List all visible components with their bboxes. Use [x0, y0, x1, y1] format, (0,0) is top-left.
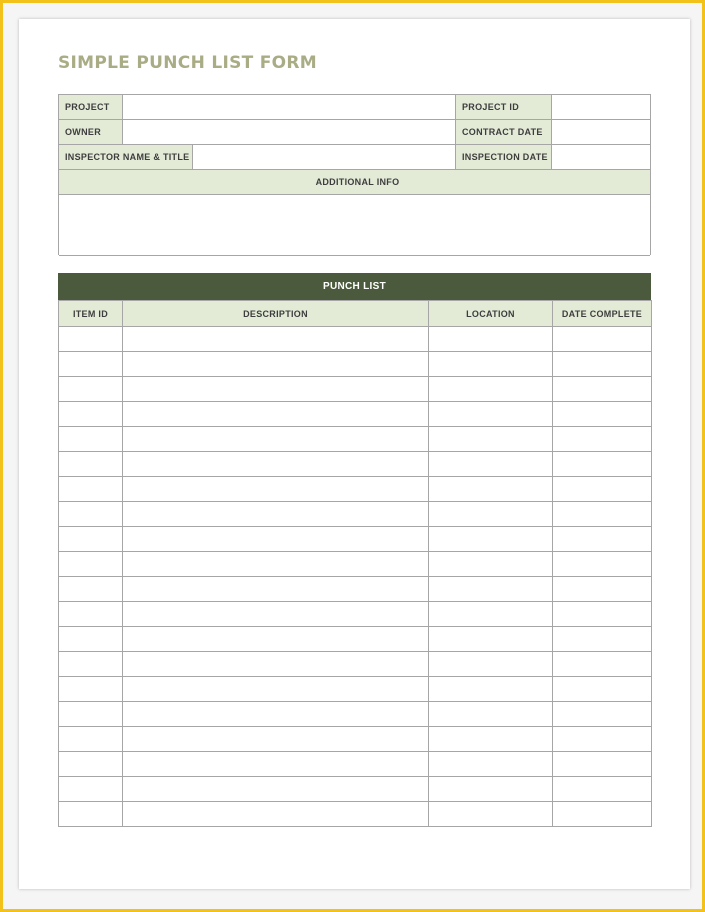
location-cell[interactable] — [429, 402, 553, 427]
table-row — [59, 577, 652, 602]
item-id-cell[interactable] — [59, 427, 123, 452]
contract-date-label: CONTRACT DATE — [456, 120, 552, 144]
page-frame — [3, 3, 702, 909]
item-id-cell[interactable] — [59, 477, 123, 502]
table-row — [59, 502, 652, 527]
project-label: PROJECT — [59, 95, 123, 119]
item-id-cell[interactable] — [59, 652, 123, 677]
date-complete-cell[interactable] — [553, 702, 652, 727]
location-cell[interactable] — [429, 802, 553, 827]
description-cell[interactable] — [123, 702, 429, 727]
inspector-name-title-field[interactable] — [193, 145, 456, 169]
location-cell[interactable] — [429, 377, 553, 402]
item-id-cell[interactable] — [59, 777, 123, 802]
date-complete-cell[interactable] — [553, 727, 652, 752]
location-cell[interactable] — [429, 652, 553, 677]
additional-info-field[interactable] — [59, 195, 650, 256]
item-id-cell[interactable] — [59, 802, 123, 827]
date-complete-cell[interactable] — [553, 527, 652, 552]
table-row — [59, 777, 652, 802]
item-id-cell[interactable] — [59, 377, 123, 402]
table-row — [59, 477, 652, 502]
owner-field[interactable] — [123, 120, 456, 144]
date-complete-cell[interactable] — [553, 602, 652, 627]
description-cell[interactable] — [123, 377, 429, 402]
form-sheet — [19, 19, 690, 889]
table-row — [59, 552, 652, 577]
item-id-cell[interactable] — [59, 577, 123, 602]
location-cell[interactable] — [429, 627, 553, 652]
project-info-section — [58, 94, 651, 255]
location-cell[interactable] — [429, 477, 553, 502]
location-cell[interactable] — [429, 602, 553, 627]
description-cell[interactable] — [123, 627, 429, 652]
table-row — [59, 527, 652, 552]
item-id-cell[interactable] — [59, 552, 123, 577]
location-cell[interactable] — [429, 677, 553, 702]
item-id-cell[interactable] — [59, 702, 123, 727]
location-cell[interactable] — [429, 702, 553, 727]
table-row — [59, 377, 652, 402]
date-complete-cell[interactable] — [553, 352, 652, 377]
description-cell[interactable] — [123, 727, 429, 752]
punch-list-title: PUNCH LIST — [58, 273, 651, 300]
inspection-date-label: INSPECTION DATE — [456, 145, 552, 169]
description-cell[interactable] — [123, 802, 429, 827]
date-complete-cell[interactable] — [553, 577, 652, 602]
location-cell[interactable] — [429, 552, 553, 577]
date-complete-cell[interactable] — [553, 777, 652, 802]
additional-info-label: ADDITIONAL INFO — [59, 170, 650, 194]
table-row — [59, 402, 652, 427]
project-id-label: PROJECT ID — [456, 95, 552, 119]
table-row — [59, 602, 652, 627]
item-id-cell[interactable] — [59, 327, 123, 352]
date-complete-cell[interactable] — [553, 627, 652, 652]
table-row — [59, 627, 652, 652]
date-complete-cell[interactable] — [553, 502, 652, 527]
description-cell[interactable] — [123, 477, 429, 502]
column-header-description: DESCRIPTION — [123, 301, 429, 327]
table-row — [59, 702, 652, 727]
date-complete-cell[interactable] — [553, 402, 652, 427]
item-id-cell[interactable] — [59, 402, 123, 427]
owner-label: OWNER — [59, 120, 123, 144]
date-complete-cell[interactable] — [553, 452, 652, 477]
date-complete-cell[interactable] — [553, 427, 652, 452]
date-complete-cell[interactable] — [553, 802, 652, 827]
date-complete-cell[interactable] — [553, 752, 652, 777]
project-row — [59, 95, 650, 120]
table-row — [59, 802, 652, 827]
item-id-cell[interactable] — [59, 627, 123, 652]
description-cell[interactable] — [123, 427, 429, 452]
project-id-field[interactable] — [552, 95, 650, 119]
column-header-item-id: ITEM ID — [59, 301, 123, 327]
punch-list-section — [58, 273, 651, 827]
contract-date-field[interactable] — [552, 120, 650, 144]
date-complete-cell[interactable] — [553, 552, 652, 577]
table-row — [59, 677, 652, 702]
column-header-date-complete: DATE COMPLETE — [553, 301, 652, 327]
item-id-cell[interactable] — [59, 352, 123, 377]
inspector-name-title-label: INSPECTOR NAME & TITLE — [59, 145, 193, 169]
punch-list-header-row — [59, 301, 652, 327]
table-row — [59, 327, 652, 352]
location-cell[interactable] — [429, 777, 553, 802]
location-cell[interactable] — [429, 452, 553, 477]
item-id-cell[interactable] — [59, 677, 123, 702]
inspection-date-field[interactable] — [552, 145, 650, 169]
description-cell[interactable] — [123, 752, 429, 777]
location-cell[interactable] — [429, 327, 553, 352]
description-cell[interactable] — [123, 452, 429, 477]
item-id-cell[interactable] — [59, 527, 123, 552]
description-cell[interactable] — [123, 402, 429, 427]
date-complete-cell[interactable] — [553, 327, 652, 352]
description-cell[interactable] — [123, 552, 429, 577]
description-cell[interactable] — [123, 677, 429, 702]
column-header-location: LOCATION — [429, 301, 553, 327]
location-cell[interactable] — [429, 502, 553, 527]
table-row — [59, 652, 652, 677]
description-cell[interactable] — [123, 327, 429, 352]
punch-list-table — [58, 300, 652, 827]
description-cell[interactable] — [123, 527, 429, 552]
item-id-cell[interactable] — [59, 452, 123, 477]
location-cell[interactable] — [429, 527, 553, 552]
item-id-cell[interactable] — [59, 727, 123, 752]
project-field[interactable] — [123, 95, 456, 119]
date-complete-cell[interactable] — [553, 652, 652, 677]
table-row — [59, 727, 652, 752]
inspector-row — [59, 145, 650, 170]
owner-row — [59, 120, 650, 145]
location-cell[interactable] — [429, 427, 553, 452]
table-row — [59, 352, 652, 377]
punch-list-body — [59, 327, 652, 827]
table-row — [59, 452, 652, 477]
form-title: SIMPLE PUNCH LIST FORM — [58, 53, 318, 73]
table-row — [59, 427, 652, 452]
date-complete-cell[interactable] — [553, 377, 652, 402]
description-cell[interactable] — [123, 352, 429, 377]
location-cell[interactable] — [429, 752, 553, 777]
description-cell[interactable] — [123, 652, 429, 677]
location-cell[interactable] — [429, 577, 553, 602]
table-row — [59, 752, 652, 777]
location-cell[interactable] — [429, 352, 553, 377]
item-id-cell[interactable] — [59, 752, 123, 777]
item-id-cell[interactable] — [59, 502, 123, 527]
description-cell[interactable] — [123, 602, 429, 627]
description-cell[interactable] — [123, 777, 429, 802]
date-complete-cell[interactable] — [553, 677, 652, 702]
date-complete-cell[interactable] — [553, 477, 652, 502]
item-id-cell[interactable] — [59, 602, 123, 627]
description-cell[interactable] — [123, 577, 429, 602]
additional-info-header-row — [59, 170, 650, 195]
location-cell[interactable] — [429, 727, 553, 752]
description-cell[interactable] — [123, 502, 429, 527]
